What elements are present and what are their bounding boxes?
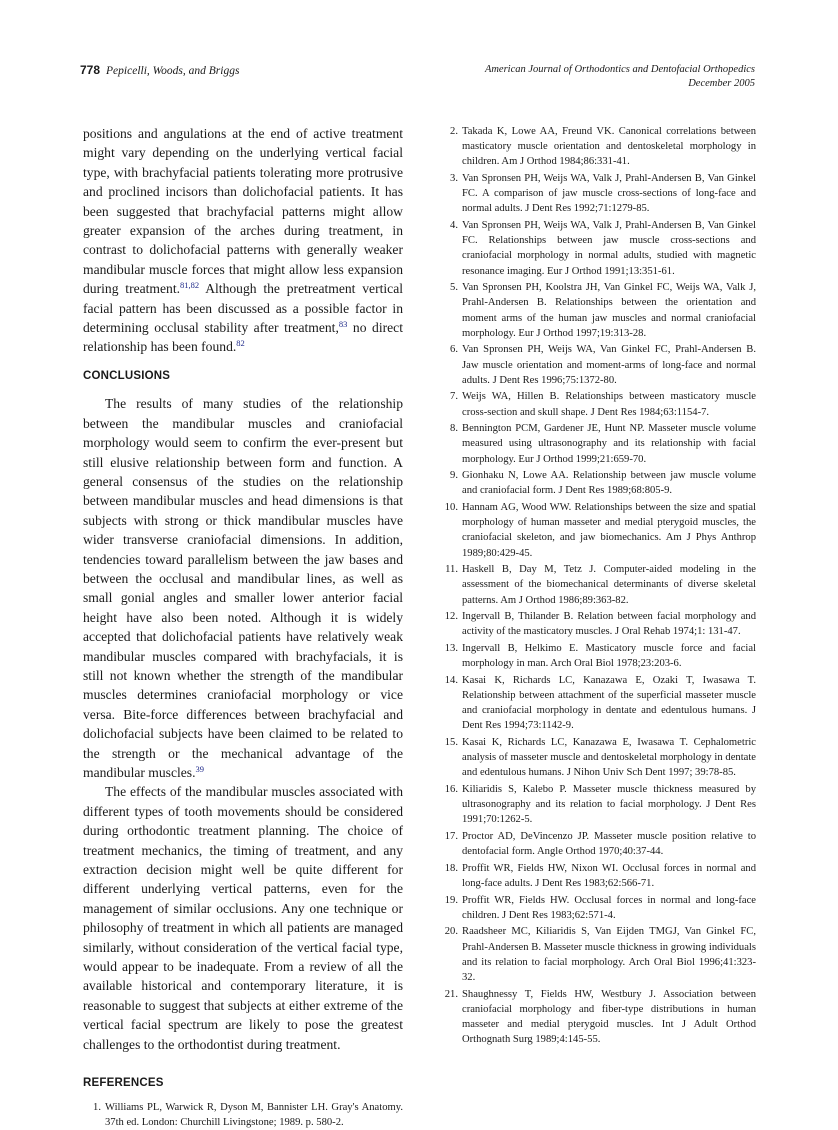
header-left xyxy=(80,63,239,77)
reference-item xyxy=(440,861,756,891)
reference-item xyxy=(440,673,756,734)
reference-text: Williams PL, Warwick R, Dyson M, Bannister LH. Gray's Anatomy. 37th ed. London: Churchill Livingstone; 1989. p. 580-2. xyxy=(105,1101,403,1128)
reference-text: Kiliaridis S, Kalebo P. Masseter muscle thickness measured by ultrasonography and its relation to facial morphology. J Dent Res 1991;70:1262-5. xyxy=(462,784,756,826)
reference-number: 17. xyxy=(444,831,458,842)
reference-text: Ingervall B, Helkimo E. Masticatory muscle force and facial morphology in man. Arch Oral Biol 1978;23:203-6. xyxy=(462,643,756,670)
reference-item xyxy=(440,609,756,639)
citation-link[interactable]: 39 xyxy=(195,764,205,774)
reference-text: Proffit WR, Fields HW. Occlusal forces in normal and long-face children. J Dent Res 1983;62:571-4. xyxy=(462,894,756,921)
reference-number: 6. xyxy=(450,344,458,356)
reference-number: 3. xyxy=(450,173,458,184)
reference-text: Hannam AG, Wood WW. Relationships between the size and spatial morphology of human masseter and medial pterygoid muscles, the craniofacial skeleton, and jaw biomechanics. Am J Phys Anthrop 1989;80:429-45. xyxy=(462,502,756,559)
reference-item xyxy=(440,421,756,467)
reference-item xyxy=(440,782,756,828)
reference-number: 16. xyxy=(444,784,458,795)
reference-item xyxy=(440,468,756,498)
citation-link[interactable]: 83 xyxy=(338,319,348,330)
paragraph-continued xyxy=(83,124,403,357)
paragraph-text: positions and angulations at the end of active treatment might vary depending on the underlying vertical facial type, with brachyfacial patients tolerating more protrusive and proclined incisors than dolichofacial patients. It has been suggested that brachyfacial patterns might allow greater expansion of the arches during treatment, in contrast to dolichofacial patterns with generally weaker mandibular muscle forces that might allow less expansion during treatment. xyxy=(83,126,403,297)
paragraph-text: The results of many studies of the relationship between the mandibular muscles and craniofacial morphology would seem to confirm the ever-present but still elusive relationship between form and function. A general consensus of the studies on the relationship between mandibular muscles and head dimensions is that subjects with strong or thick mandibular muscles have wider transverse craniofacial dimensions. In addition, tendencies toward parallelism between the jaw bases and between the occlusal and mandibular lines, as well as small gonial angles and smaller lower anterior facial height have also been noted. Although it is widely accepted that dolichofacial patients have relatively weak mandibular muscles compared with brachyfacials, it is still not known whether the strength of the mandibular muscles determines craniofacial morphology or vice versa. Bite-force differences between brachyfacial and dolichofacial subjects have been claimed to be related to the strength or the mechanical advantage of the mandibular muscles. xyxy=(83,396,403,780)
reference-number: 9. xyxy=(450,470,458,482)
reference-number: 19. xyxy=(444,894,458,906)
reference-item xyxy=(440,171,756,217)
reference-item xyxy=(440,342,756,388)
citation-link[interactable]: 82 xyxy=(236,338,245,349)
reference-list-right xyxy=(440,124,756,1047)
reference-text: Bennington PCM, Gardener JE, Hunt NP. Masseter muscle volume measured using ultrasonography and its relationship with facial morphology. Eur J Orthod 1999;21:659-70. xyxy=(462,423,756,465)
citation-link[interactable]: 81,82 xyxy=(180,280,200,291)
reference-text: Ingervall B, Thilander B. Relation between facial morphology and activity of the masticatory muscles. J Oral Rehab 1974;1: 131-47. xyxy=(462,611,756,638)
reference-text: Kasai K, Richards LC, Kanazawa E, Iwasawa T. Cephalometric analysis of masseter muscle and dentoskeletal morphology in dentate and edentulous humans. J Nihon Univ Sch Dent 1997; 39:78-85. xyxy=(462,737,756,779)
issue-date: December 2005 xyxy=(688,78,755,89)
left-column xyxy=(83,124,403,1130)
reference-number: 21. xyxy=(444,988,458,1000)
journal-title: American Journal of Orthodontics and Dentofacial Orthopedics xyxy=(484,64,755,75)
reference-item xyxy=(440,280,756,341)
references-heading: REFERENCES xyxy=(83,1077,164,1090)
reference-number: 14. xyxy=(444,674,458,686)
reference-number: 13. xyxy=(444,643,458,654)
reference-text: Proffit WR, Fields HW, Nixon WI. Occlusal forces in normal and long-face adults. J Dent Res 1983;62:566-71. xyxy=(462,862,756,889)
header-authors: Pepicelli, Woods, and Briggs xyxy=(106,65,240,77)
reference-number: 15. xyxy=(444,737,458,748)
paragraph-text: Although the pretreatment vertical facial pattern has been discussed as a possible factor in determining occlusal stability after treatment, xyxy=(83,281,404,336)
reference-text: Haskell B, Day M, Tetz J. Computer-aided modeling in the assessment of the biomechanical determinants of diverse skeletal patterns. Am J Orthod 1986;89:363-82. xyxy=(462,564,756,606)
conclusions-heading: CONCLUSIONS xyxy=(83,369,171,382)
reference-number: 8. xyxy=(450,423,458,435)
reference-item xyxy=(440,641,756,671)
reference-item xyxy=(440,924,756,985)
reference-text: Van Spronsen PH, Weijs WA, Valk J, Prahl-Andersen B, Van Ginkel FC. A comparison of jaw muscle cross-sections of long-face and normal adults. J Dent Res 1992;71:1279-85. xyxy=(462,173,756,215)
running-header xyxy=(80,63,755,97)
reference-number: 12. xyxy=(444,611,458,623)
paragraph-text: no direct relationship has been found. xyxy=(83,320,403,355)
reference-item xyxy=(440,829,756,859)
reference-number: 20. xyxy=(444,926,458,938)
page-number: 778 xyxy=(80,63,101,77)
reference-text: Weijs WA, Hillen B. Relationships between masticatory muscle cross-section and skull shape. J Dent Res 1984;63:1154-7. xyxy=(462,391,756,418)
reference-number: 18. xyxy=(444,862,458,874)
reference-number: 2. xyxy=(450,126,458,137)
header-right xyxy=(485,63,755,91)
right-column xyxy=(440,124,756,1049)
reference-item xyxy=(440,218,756,279)
reference-text: Raadsheer MC, Kiliaridis S, Van Eijden TMGJ, Van Ginkel FC, Prahl-Andersen B. Masseter muscle thickness in growing individuals and its relation to facial morphology. Arch Oral Biol 1996;41:323-32. xyxy=(462,926,756,983)
reference-list-left xyxy=(83,1100,403,1130)
reference-item xyxy=(440,735,756,781)
conclusions-paragraph-1 xyxy=(83,394,403,782)
reference-item xyxy=(440,987,756,1048)
reference-number: 7. xyxy=(450,391,458,403)
reference-text: Proctor AD, DeVincenzo JP. Masseter muscle position relative to dentofacial form. Angle Orthod 1970;40:37-44. xyxy=(462,831,756,858)
reference-text: Shaughnessy T, Fields HW, Westbury J. Association between craniofacial morphology and fiber-type distributions in human masseter and medial pterygoid muscles. Int J Adult Orthod Orthognath Surg 1989;4:145-55. xyxy=(462,988,756,1046)
reference-text: Van Spronsen PH, Koolstra JH, Van Ginkel FC, Weijs WA, Valk J, Prahl-Andersen B. Relationships between the orientation and moment arms of the human jaw muscles and normal craniofacial morphology. Eur J Orthod 1997;19:313-28. xyxy=(462,282,756,339)
reference-text: Van Spronsen PH, Weijs WA, Van Ginkel FC, Prahl-Andersen B. Jaw muscle orientation and moment-arms of long-face and normal adults. J Dent Res 1996;75:1372-80. xyxy=(462,344,756,386)
reference-text: Takada K, Lowe AA, Freund VK. Canonical correlations between masticatory muscle orientation and dentoskeletal morphology in children. Am J Orthod 1984;86:331-41. xyxy=(462,126,756,168)
reference-item xyxy=(83,1100,403,1130)
reference-number: 10. xyxy=(444,502,458,513)
reference-text: Van Spronsen PH, Weijs WA, Valk J, Prahl-Andersen B, Van Ginkel FC. Relationships between jaw muscle cross-sections and craniofacial morphology in normal adults, studied with magnetic resonance imaging. Eur J Orthod 1991;13:351-61. xyxy=(462,220,756,277)
reference-item xyxy=(440,500,756,561)
reference-number: 1. xyxy=(93,1101,101,1113)
reference-item xyxy=(440,893,756,923)
reference-item xyxy=(440,124,756,170)
reference-number: 11. xyxy=(445,564,458,576)
reference-item xyxy=(440,562,756,608)
conclusions-paragraph-2: The effects of the mandibular muscles associated with different types of tooth movements should be considered during orthodontic treatment planning. The choice of treatment mechanics, the timing of treatment, and any extraction decision might well be quite different for different underlying vertical patterns, even for the management of similar occlusions. Any one technique or philosophy of treatment in which all patients are managed similarly, without consideration of the vertical facial type, would appear to be inadequate. From a review of all the available historical and contemporary literature, it is reasonable to suggest that subjects at either extreme of the vertical facial spectrum are likely to pose the greatest challenges to the orthodontist during treatment. xyxy=(83,784,403,1052)
reference-item xyxy=(440,389,756,419)
reference-text: Gionhaku N, Lowe AA. Relationship between jaw muscle volume and craniofacial form. J Dent Res 1989;68:805-9. xyxy=(462,470,756,497)
reference-text: Kasai K, Richards LC, Kanazawa E, Ozaki T, Iwasawa T. Relationship between attachment of the superficial masseter muscle and craniofacial morphology in dentate and edentulous humans. J Dent Res 1994;73:1142-9. xyxy=(462,674,756,732)
reference-number: 5. xyxy=(450,282,458,294)
reference-number: 4. xyxy=(450,220,458,231)
